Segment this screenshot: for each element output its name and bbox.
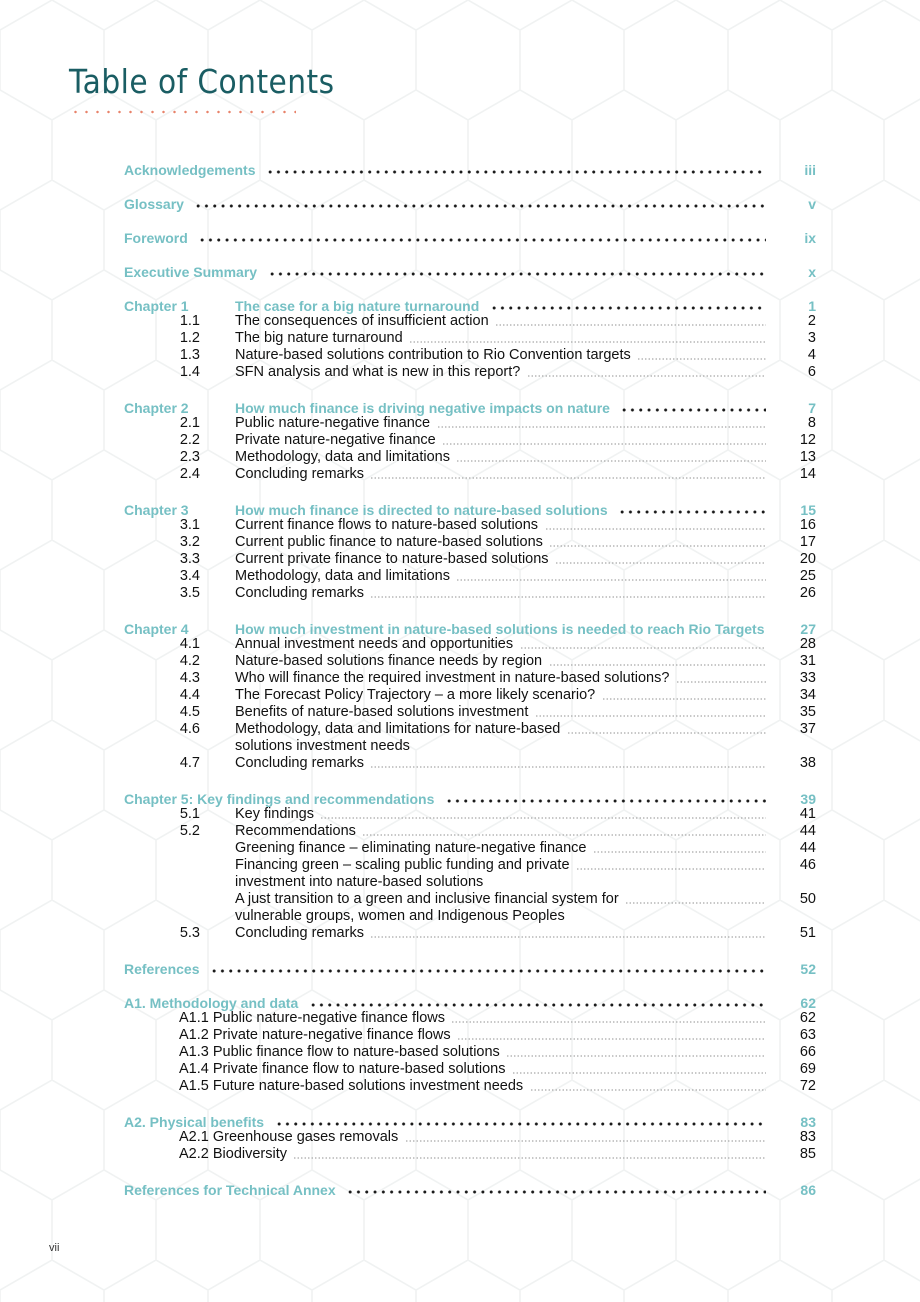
dot-leader	[490, 306, 766, 310]
entry-label: A2. Physical benefits	[124, 1114, 265, 1130]
page-ref: 28	[799, 636, 816, 652]
section-title: Nature-based solutions finance needs by region	[235, 653, 543, 669]
entry-label: Chapter 2	[124, 400, 189, 416]
dot-leader	[362, 834, 766, 836]
page-ref: 37	[799, 721, 816, 737]
page-ref: 13	[799, 449, 816, 465]
dot-leader	[512, 1072, 766, 1074]
section-title: Concluding remarks	[235, 466, 364, 482]
page-ref: 83	[800, 1114, 816, 1130]
entry-label: References	[124, 961, 200, 977]
entry-label: Acknowledgements	[124, 162, 256, 178]
dot-leader	[293, 1157, 766, 1159]
toc-section-row[interactable]	[0, 517, 920, 534]
page-ref: 38	[799, 755, 816, 771]
annex-item-row[interactable]	[0, 1061, 920, 1078]
page-ref: 44	[799, 823, 816, 839]
toc-section-row[interactable]	[0, 755, 920, 772]
toc-section-row[interactable]	[0, 466, 920, 483]
toc-section-row[interactable]	[0, 670, 920, 687]
page-title: Table of Contents	[69, 62, 335, 101]
section-number: 3.1	[179, 517, 200, 533]
annex-item-row[interactable]	[0, 1044, 920, 1061]
dot-leader	[593, 851, 766, 853]
page-ref: 16	[799, 517, 816, 533]
page-ref: 20	[799, 551, 816, 567]
section-title: Private nature-negative finance	[235, 432, 436, 448]
section-number: 1.4	[179, 364, 200, 380]
annex-item-row[interactable]	[0, 1146, 920, 1163]
page-ref: 62	[800, 995, 816, 1011]
dot-leader	[527, 375, 766, 377]
entry-label: Executive Summary	[124, 264, 258, 280]
dot-leader	[194, 204, 766, 208]
toc-section-row[interactable]	[0, 415, 920, 432]
page-ref: 62	[799, 1010, 816, 1026]
section-title: vulnerable groups, women and Indigenous Peoples	[235, 908, 565, 924]
annex-item-title: A1.3 Public finance flow to nature-based solutions	[179, 1044, 500, 1060]
dot-leader	[530, 1089, 766, 1091]
dot-leader	[637, 358, 766, 360]
section-title: Current finance flows to nature-based solutions	[235, 517, 539, 533]
toc-section-row[interactable]	[0, 568, 920, 585]
dot-leader	[451, 1021, 766, 1023]
section-title: The big nature turnaround	[235, 330, 403, 346]
toc-section-row[interactable]	[0, 364, 920, 381]
dot-leader	[309, 1003, 766, 1007]
entry-label: Chapter 1	[124, 298, 189, 314]
toc-section-row[interactable]	[0, 636, 920, 653]
page-ref: 46	[799, 857, 816, 873]
dot-leader	[676, 681, 766, 683]
section-number: 1.1	[179, 313, 200, 329]
annex-item-row[interactable]	[0, 1078, 920, 1095]
page-ref: 86	[800, 1182, 816, 1198]
section-number: 3.5	[179, 585, 200, 601]
page-ref: 35	[799, 704, 816, 720]
dot-leader	[495, 324, 766, 326]
dot-leader	[405, 1140, 766, 1142]
page-ref: 69	[799, 1061, 816, 1077]
page-ref: 83	[799, 1129, 816, 1145]
toc-section-row[interactable]	[0, 347, 920, 364]
page-ref: 12	[799, 432, 816, 448]
annex-item-row[interactable]	[0, 1027, 920, 1044]
toc-section-row[interactable]	[0, 653, 920, 670]
page-ref: 66	[799, 1044, 816, 1060]
dot-leader	[520, 647, 766, 649]
page-ref: 26	[799, 585, 816, 601]
dot-leader	[198, 238, 766, 242]
dot-leader	[545, 528, 766, 530]
section-number: 2.2	[179, 432, 200, 448]
page-ref: 72	[799, 1078, 816, 1094]
section-number: 4.3	[179, 670, 200, 686]
section-number: 4.1	[179, 636, 200, 652]
section-title: Concluding remarks	[235, 755, 364, 771]
dot-leader	[409, 341, 766, 343]
page-ref: 8	[807, 415, 816, 431]
section-title: Benefits of nature-based solutions investment	[235, 704, 529, 720]
entry-label: Chapter 5: Key findings and recommendations	[124, 791, 435, 807]
section-title: Public nature-negative finance	[235, 415, 431, 431]
page-ref: 63	[799, 1027, 816, 1043]
page-ref: 1	[808, 298, 816, 314]
chapter-title: How much investment in nature-based solutions is needed to reach Rio Targets	[235, 621, 765, 637]
toc-entry[interactable]	[0, 228, 920, 248]
page-ref: 3	[807, 330, 816, 346]
toc-entry[interactable]	[0, 262, 920, 282]
dot-leader	[370, 936, 766, 938]
section-title: The Forecast Policy Trajectory – a more likely scenario?	[235, 687, 596, 703]
toc-section-row[interactable]	[0, 704, 920, 721]
dot-leader	[370, 477, 766, 479]
section-title: Who will finance the required investment in nature-based solutions?	[235, 670, 670, 686]
section-title: Key findings	[235, 806, 314, 822]
toc-section-row[interactable]	[0, 857, 920, 874]
section-title: A just transition to a green and inclusive financial system for	[235, 891, 619, 907]
dot-leader	[625, 902, 766, 904]
section-number: 5.1	[179, 806, 200, 822]
page-ref: 39	[800, 791, 816, 807]
section-number: 3.4	[179, 568, 200, 584]
dot-leader	[275, 1122, 766, 1126]
section-title: Methodology, data and limitations	[235, 568, 450, 584]
dot-leader	[456, 460, 766, 462]
dot-leader	[210, 969, 766, 973]
annex-item-title: A2.1 Greenhouse gases removals	[179, 1129, 399, 1145]
dot-leader	[602, 698, 766, 700]
section-title: Greening finance – eliminating nature-negative finance	[235, 840, 587, 856]
dot-leader	[618, 510, 766, 514]
toc-entry[interactable]	[0, 194, 920, 214]
toc-section-row[interactable]	[0, 534, 920, 551]
page-ref: v	[808, 196, 816, 212]
page-ref: 41	[799, 806, 816, 822]
page-ref: 7	[808, 400, 816, 416]
section-title: Recommendations	[235, 823, 356, 839]
page-ref: 31	[799, 653, 816, 669]
section-number: 2.3	[179, 449, 200, 465]
page-ref: 17	[799, 534, 816, 550]
dot-leader	[549, 545, 766, 547]
section-number: 5.3	[179, 925, 200, 941]
page-ref: x	[808, 264, 816, 280]
chapter-title: How much finance is directed to nature-based solutions	[235, 502, 608, 518]
toc-section-row[interactable]	[0, 925, 920, 942]
toc-entry[interactable]	[0, 1180, 920, 1200]
toc-section-row[interactable]	[0, 840, 920, 857]
section-title: Annual investment needs and opportunities	[235, 636, 514, 652]
section-number: 4.4	[179, 687, 200, 703]
section-number: 1.2	[179, 330, 200, 346]
section-number: 3.3	[179, 551, 200, 567]
section-title: Methodology, data and limitations for nature-based	[235, 721, 561, 737]
section-title: investment into nature-based solutions	[235, 874, 484, 890]
toc-entry[interactable]	[0, 959, 920, 979]
section-number: 4.7	[179, 755, 200, 771]
section-title: Concluding remarks	[235, 925, 364, 941]
annex-item-row[interactable]	[0, 1129, 920, 1146]
section-number: 1.3	[179, 347, 200, 363]
page-ref: 27	[800, 621, 816, 637]
entry-label: Glossary	[124, 196, 184, 212]
toc-section-row[interactable]	[0, 874, 920, 891]
page-ref: 25	[799, 568, 816, 584]
section-number: 4.5	[179, 704, 200, 720]
page-ref: 2	[807, 313, 816, 329]
section-number: 2.4	[179, 466, 200, 482]
dot-leader	[442, 443, 766, 445]
page-ref: 44	[799, 840, 816, 856]
page-ref: 52	[800, 961, 816, 977]
toc-section-row[interactable]	[0, 313, 920, 330]
chapter-title: The case for a big nature turnaround	[235, 298, 480, 314]
section-number: 5.2	[179, 823, 200, 839]
dot-leader	[346, 1190, 766, 1194]
section-title: Methodology, data and limitations	[235, 449, 450, 465]
page-ref: 51	[799, 925, 816, 941]
section-title: Current public finance to nature-based solutions	[235, 534, 543, 550]
dot-leader	[268, 272, 766, 276]
section-number: 2.1	[179, 415, 200, 431]
page-number: vii	[49, 1242, 60, 1254]
section-title: Current private finance to nature-based solutions	[235, 551, 549, 567]
page-ref: 6	[807, 364, 816, 380]
dot-leader	[457, 1038, 766, 1040]
toc-section-row[interactable]	[0, 823, 920, 840]
dot-leader	[549, 664, 766, 666]
toc-section-row[interactable]	[0, 432, 920, 449]
section-title: The consequences of insufficient action	[235, 313, 489, 329]
toc-section-row[interactable]	[0, 330, 920, 347]
entry-label: References for Technical Annex	[124, 1182, 336, 1198]
section-number: 4.6	[179, 721, 200, 737]
annex-item-title: A1.1 Public nature-negative finance flows	[179, 1010, 445, 1026]
page-ref: 15	[800, 502, 816, 518]
toc-section-row[interactable]	[0, 738, 920, 755]
page-ref: 50	[799, 891, 816, 907]
page-ref: 85	[799, 1146, 816, 1162]
annex-item-title: A1.2 Private nature-negative finance flows	[179, 1027, 451, 1043]
toc-entry[interactable]	[0, 160, 920, 180]
dot-leader	[437, 426, 766, 428]
entry-label: Chapter 4	[124, 621, 189, 637]
dot-leader	[370, 766, 766, 768]
section-title: SFN analysis and what is new in this report?	[235, 364, 521, 380]
entry-label: Chapter 3	[124, 502, 189, 518]
dot-leader	[576, 868, 766, 870]
toc-section-row[interactable]	[0, 806, 920, 823]
dot-leader	[456, 579, 766, 581]
page-ref: 4	[807, 347, 816, 363]
toc-section-row[interactable]	[0, 721, 920, 738]
page-ref: ix	[804, 230, 816, 246]
section-title: Concluding remarks	[235, 585, 364, 601]
toc-section-row[interactable]	[0, 687, 920, 704]
toc-section-row[interactable]	[0, 891, 920, 908]
dot-leader	[506, 1055, 766, 1057]
chapter-title: How much finance is driving negative impacts on nature	[235, 400, 610, 416]
dot-leader	[620, 408, 766, 412]
dot-leader	[445, 799, 766, 803]
dot-leader	[266, 170, 766, 174]
dot-leader	[555, 562, 766, 564]
section-title: solutions investment needs	[235, 738, 410, 754]
dot-leader	[535, 715, 766, 717]
toc-section-row[interactable]	[0, 449, 920, 466]
annex-item-title: A2.2 Biodiversity	[179, 1146, 287, 1162]
page-ref: 33	[799, 670, 816, 686]
annex-item-row[interactable]	[0, 1010, 920, 1027]
section-number: 4.2	[179, 653, 200, 669]
section-title: Nature-based solutions contribution to Rio Convention targets	[235, 347, 631, 363]
entry-label: Foreword	[124, 230, 188, 246]
toc-section-row[interactable]	[0, 551, 920, 568]
dot-leader	[370, 596, 766, 598]
annex-item-title: A1.4 Private finance flow to nature-based solutions	[179, 1061, 506, 1077]
annex-item-title: A1.5 Future nature-based solutions investment needs	[179, 1078, 524, 1094]
section-title: Financing green – scaling public funding and private	[235, 857, 570, 873]
toc-section-row[interactable]	[0, 585, 920, 602]
entry-label: A1. Methodology and data	[124, 995, 299, 1011]
dot-leader	[320, 817, 766, 819]
page-ref: 34	[799, 687, 816, 703]
dot-leader	[567, 732, 766, 734]
page-ref: 14	[799, 466, 816, 482]
toc-section-row[interactable]	[0, 908, 920, 925]
section-number: 3.2	[179, 534, 200, 550]
page-ref: iii	[804, 162, 816, 178]
